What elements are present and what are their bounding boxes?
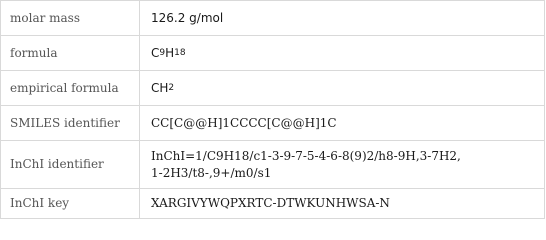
row-value-smiles: CC[C@@H]1CCCC[C@@H]1C (140, 106, 544, 141)
row-label-inchi: InChI identifier (1, 141, 140, 189)
row-value-inchi: InChI=1/C9H18/c1-3-9-7-5-4-6-8(9)2/h8-9H,3-7H2, 1-2H3/t8-,9+/m0/s1 (140, 141, 544, 189)
row-label-formula: formula (1, 36, 140, 71)
row-label-smiles: SMILES identifier (1, 106, 140, 141)
formula-element-c: C (151, 45, 160, 60)
row-value-inchi-key: XARGIVYWQPXRTC-DTWKUNHWSA-N (151, 196, 390, 210)
row-label-molar-mass: molar mass (1, 1, 140, 36)
row-value-empirical-formula: CH 2 (140, 71, 544, 106)
row-value-molar-mass: 126.2 g/mol (140, 1, 544, 36)
row-label-empirical-formula: empirical formula (1, 71, 140, 106)
empirical-element-ch: CH (151, 80, 169, 95)
row-value-formula: C 9 H 18 (140, 36, 544, 71)
formula-element-h: H (165, 45, 175, 60)
row-label-inchi-key: InChI key (1, 189, 140, 218)
